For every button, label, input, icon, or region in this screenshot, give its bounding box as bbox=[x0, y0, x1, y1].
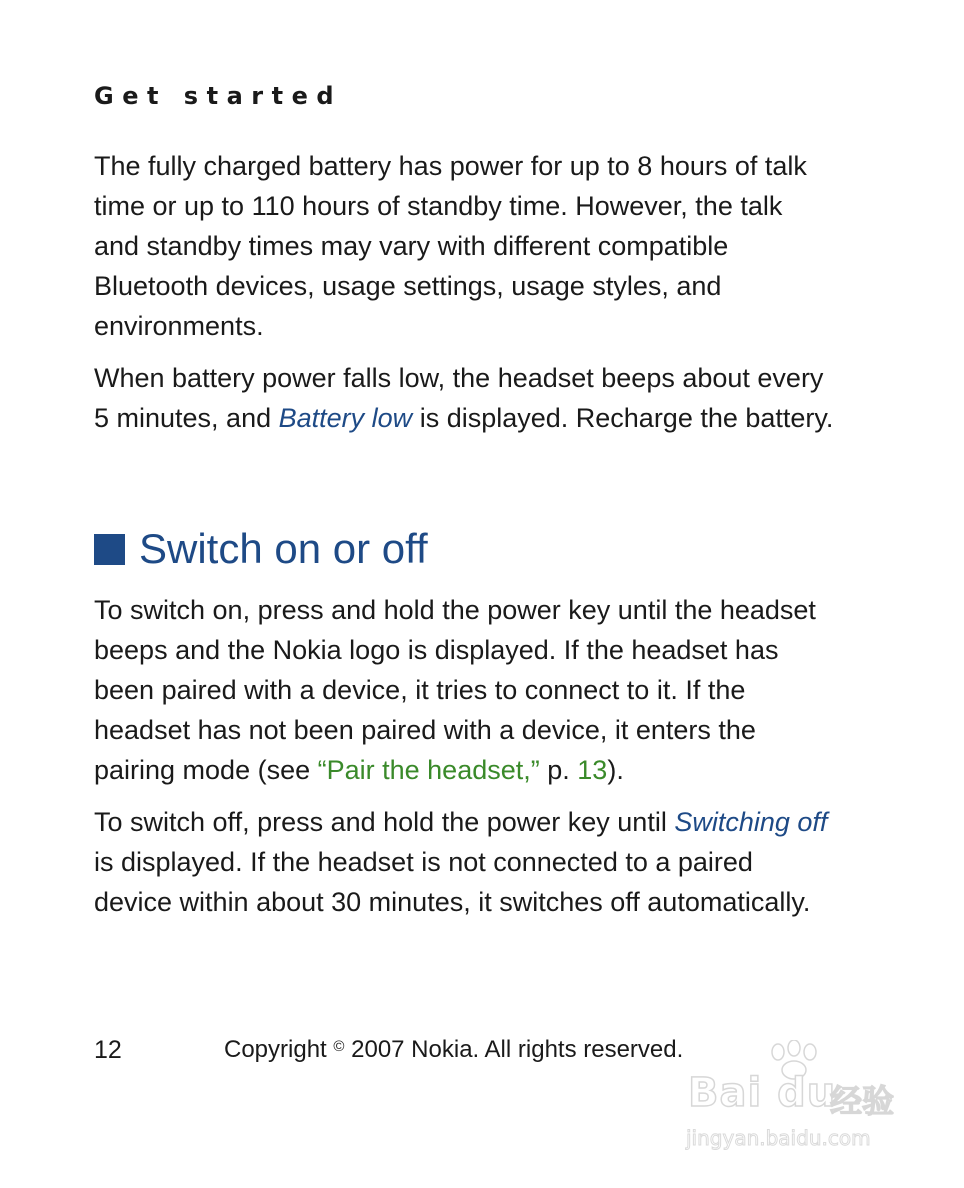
term-battery-low: Battery low bbox=[278, 403, 413, 433]
switch-off-text-before: To switch off, press and hold the power key until bbox=[94, 807, 675, 837]
paragraph-low-battery bbox=[94, 358, 834, 438]
watermark-brand: Bai du bbox=[688, 1070, 837, 1116]
copyright-rest: 2007 Nokia. All rights reserved. bbox=[344, 1036, 684, 1063]
paragraph-switch-off bbox=[94, 802, 834, 922]
copyright-notice bbox=[224, 1036, 683, 1064]
xref-page-prefix: p. bbox=[539, 755, 578, 785]
page-number: 12 bbox=[94, 1036, 122, 1064]
switch-on-close: ). bbox=[607, 755, 624, 785]
copyright-symbol: © bbox=[333, 1038, 345, 1055]
paragraph-switch-on bbox=[94, 590, 834, 790]
baidu-watermark bbox=[684, 1040, 914, 1160]
low-battery-text-before: When battery power falls low, the headset beeps about every 5 minutes, and bbox=[94, 363, 824, 433]
switch-off-text-after: is displayed. If the headset is not connected to a paired device within about 30 minutes, it switches off automatically. bbox=[94, 847, 811, 917]
watermark-chinese: 经验 bbox=[830, 1082, 895, 1120]
running-head: Get started bbox=[94, 82, 343, 110]
watermark-url: jingyan.baidu.com bbox=[686, 1126, 871, 1150]
switch-on-text: To switch on, press and hold the power key until the headset beeps and the Nokia logo is displayed. If the headset has been paired with a device, it tries to connect to it. If the headset has not been paired with a device, it enters the pairing mode (see bbox=[94, 595, 816, 785]
xref-page-link[interactable]: 13 bbox=[577, 755, 608, 785]
low-battery-text-after: is displayed. Recharge the battery. bbox=[412, 403, 834, 433]
section-title: Switch on or off bbox=[139, 525, 428, 572]
section-square-icon bbox=[94, 534, 125, 565]
xref-pair-headset-link[interactable]: “Pair the headset,” bbox=[317, 755, 540, 785]
term-switching-off: Switching off bbox=[674, 807, 828, 837]
paragraph-battery-life: The fully charged battery has power for up to 8 hours of talk time or up to 110 hours of standby time. However, the talk and standby times may vary with different compatible Bluetooth devices, usage settings, usage styles, and environments. bbox=[94, 151, 807, 341]
section-heading bbox=[94, 524, 428, 574]
copyright-prefix: Copyright bbox=[224, 1036, 334, 1063]
